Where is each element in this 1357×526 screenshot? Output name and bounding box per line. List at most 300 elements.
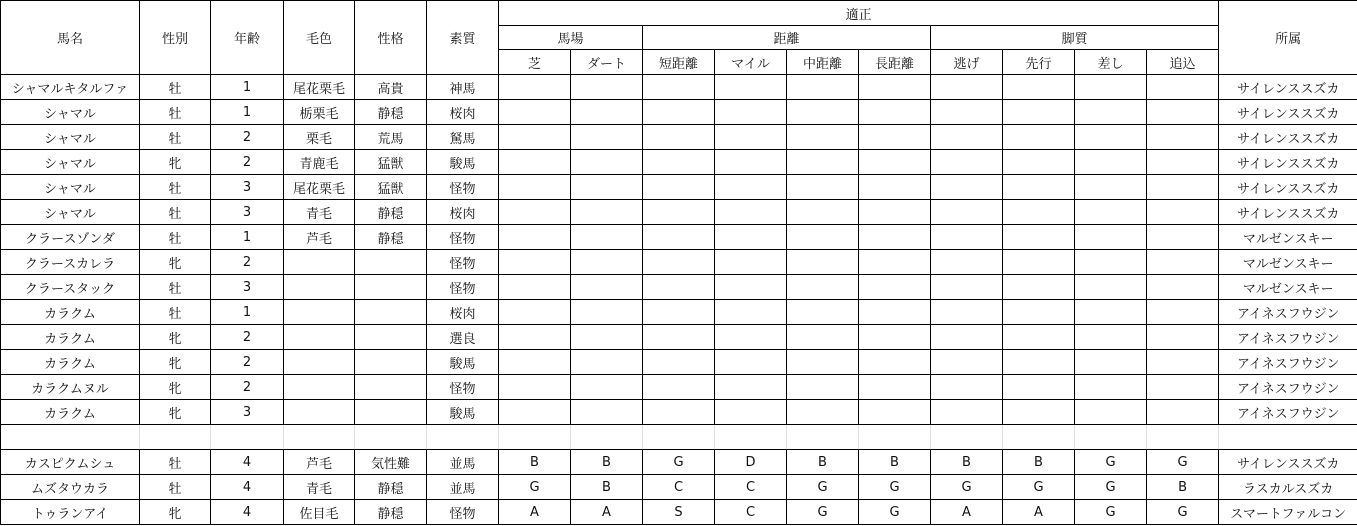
cell-aptitude[interactable] <box>931 350 1003 375</box>
cell-aptitude[interactable] <box>715 400 787 425</box>
cell-aptitude[interactable] <box>715 375 787 400</box>
cell-age[interactable]: 4 <box>211 500 284 525</box>
cell-aptitude[interactable] <box>931 175 1003 200</box>
cell-aptitude[interactable] <box>571 350 643 375</box>
cell-aptitude[interactable] <box>787 250 859 275</box>
cell-aptitude[interactable] <box>1003 275 1075 300</box>
cell-quality[interactable]: 駑馬 <box>427 125 499 150</box>
cell-affiliation[interactable] <box>1219 425 1357 450</box>
cell-aptitude[interactable] <box>499 225 571 250</box>
cell-sex[interactable]: 牡 <box>140 475 211 500</box>
cell-aptitude[interactable]: B <box>1147 475 1219 500</box>
cell-aptitude[interactable] <box>499 275 571 300</box>
header-medium[interactable]: 中距離 <box>787 50 859 75</box>
cell-name[interactable]: カラクムヌル <box>1 375 140 400</box>
cell-aptitude[interactable] <box>787 100 859 125</box>
cell-aptitude[interactable] <box>499 200 571 225</box>
cell-name[interactable]: クラースタック <box>1 275 140 300</box>
cell-aptitude[interactable] <box>787 375 859 400</box>
cell-affiliation[interactable]: アイネスフウジン <box>1219 375 1357 400</box>
cell-coat[interactable]: 青毛 <box>284 475 355 500</box>
cell-aptitude[interactable]: B <box>1003 450 1075 475</box>
cell-quality[interactable]: 駿馬 <box>427 400 499 425</box>
cell-coat[interactable] <box>284 425 355 450</box>
cell-sex[interactable]: 牡 <box>140 200 211 225</box>
cell-aptitude[interactable] <box>859 75 931 100</box>
cell-name[interactable]: シャマル <box>1 200 140 225</box>
cell-aptitude[interactable] <box>715 325 787 350</box>
cell-aptitude[interactable] <box>715 200 787 225</box>
cell-aptitude[interactable] <box>571 100 643 125</box>
cell-aptitude[interactable] <box>1003 100 1075 125</box>
cell-coat[interactable]: 栗毛 <box>284 125 355 150</box>
header-mile[interactable]: マイル <box>715 50 787 75</box>
cell-aptitude[interactable] <box>643 175 715 200</box>
cell-aptitude[interactable] <box>787 150 859 175</box>
header-leader[interactable]: 先行 <box>1003 50 1075 75</box>
cell-age[interactable] <box>211 425 284 450</box>
cell-aptitude[interactable] <box>1075 125 1147 150</box>
cell-quality[interactable]: 神馬 <box>427 75 499 100</box>
cell-temper[interactable]: 静穏 <box>355 500 427 525</box>
cell-age[interactable]: 2 <box>211 125 284 150</box>
cell-temper[interactable]: 高貴 <box>355 75 427 100</box>
cell-age[interactable]: 2 <box>211 150 284 175</box>
cell-aptitude[interactable]: G <box>859 500 931 525</box>
cell-name[interactable]: クラースカレラ <box>1 250 140 275</box>
cell-affiliation[interactable]: マルゼンスキー <box>1219 275 1357 300</box>
cell-aptitude[interactable] <box>715 150 787 175</box>
cell-temper[interactable]: 静穏 <box>355 225 427 250</box>
cell-aptitude[interactable]: S <box>643 500 715 525</box>
cell-affiliation[interactable]: サイレンススズカ <box>1219 125 1357 150</box>
cell-sex[interactable]: 牝 <box>140 350 211 375</box>
cell-aptitude[interactable]: G <box>643 450 715 475</box>
cell-sex[interactable]: 牝 <box>140 250 211 275</box>
cell-aptitude[interactable] <box>643 150 715 175</box>
header-chaser[interactable]: 追込 <box>1147 50 1219 75</box>
cell-temper[interactable]: 猛獣 <box>355 175 427 200</box>
header-name[interactable]: 馬名 <box>1 1 140 75</box>
cell-aptitude[interactable] <box>1147 425 1219 450</box>
cell-sex[interactable]: 牡 <box>140 125 211 150</box>
cell-aptitude[interactable] <box>859 375 931 400</box>
cell-age[interactable]: 2 <box>211 375 284 400</box>
cell-aptitude[interactable] <box>571 150 643 175</box>
cell-age[interactable]: 3 <box>211 275 284 300</box>
cell-name[interactable]: シャマル <box>1 175 140 200</box>
cell-aptitude[interactable] <box>859 300 931 325</box>
cell-aptitude[interactable] <box>1003 75 1075 100</box>
cell-age[interactable]: 3 <box>211 175 284 200</box>
cell-aptitude[interactable] <box>1003 325 1075 350</box>
cell-sex[interactable]: 牡 <box>140 450 211 475</box>
cell-coat[interactable]: 芦毛 <box>284 450 355 475</box>
cell-sex[interactable]: 牡 <box>140 175 211 200</box>
cell-aptitude[interactable] <box>859 200 931 225</box>
header-affiliation[interactable]: 所属 <box>1219 1 1357 75</box>
cell-aptitude[interactable] <box>1147 350 1219 375</box>
cell-aptitude[interactable] <box>571 75 643 100</box>
cell-aptitude[interactable] <box>571 400 643 425</box>
cell-aptitude[interactable] <box>1003 375 1075 400</box>
cell-aptitude[interactable] <box>715 250 787 275</box>
cell-coat[interactable]: 佐目毛 <box>284 500 355 525</box>
cell-aptitude[interactable] <box>571 325 643 350</box>
cell-aptitude[interactable] <box>1003 400 1075 425</box>
cell-quality[interactable]: 桜肉 <box>427 300 499 325</box>
cell-aptitude[interactable] <box>1147 200 1219 225</box>
cell-quality[interactable]: 並馬 <box>427 475 499 500</box>
cell-aptitude[interactable]: C <box>715 475 787 500</box>
cell-age[interactable]: 4 <box>211 450 284 475</box>
cell-coat[interactable]: 尾花栗毛 <box>284 175 355 200</box>
header-long[interactable]: 長距離 <box>859 50 931 75</box>
cell-aptitude[interactable] <box>859 275 931 300</box>
cell-affiliation[interactable]: マルゼンスキー <box>1219 225 1357 250</box>
cell-aptitude[interactable] <box>787 200 859 225</box>
cell-aptitude[interactable]: B <box>571 450 643 475</box>
cell-aptitude[interactable] <box>931 75 1003 100</box>
cell-aptitude[interactable] <box>715 300 787 325</box>
cell-aptitude[interactable] <box>1075 425 1147 450</box>
cell-aptitude[interactable] <box>1003 425 1075 450</box>
header-style-group[interactable]: 脚質 <box>931 26 1219 50</box>
cell-aptitude[interactable] <box>1075 275 1147 300</box>
cell-aptitude[interactable] <box>499 175 571 200</box>
cell-aptitude[interactable] <box>643 300 715 325</box>
cell-aptitude[interactable] <box>499 150 571 175</box>
cell-aptitude[interactable] <box>1147 400 1219 425</box>
cell-aptitude[interactable] <box>571 125 643 150</box>
header-aptitude[interactable]: 適正 <box>499 1 1219 26</box>
cell-aptitude[interactable] <box>787 400 859 425</box>
header-quality[interactable]: 素質 <box>427 1 499 75</box>
cell-aptitude[interactable] <box>1003 150 1075 175</box>
cell-aptitude[interactable] <box>643 225 715 250</box>
cell-aptitude[interactable] <box>931 250 1003 275</box>
cell-aptitude[interactable] <box>931 275 1003 300</box>
cell-affiliation[interactable]: マルゼンスキー <box>1219 250 1357 275</box>
cell-aptitude[interactable] <box>571 375 643 400</box>
cell-aptitude[interactable] <box>1003 125 1075 150</box>
cell-affiliation[interactable]: アイネスフウジン <box>1219 400 1357 425</box>
cell-age[interactable]: 2 <box>211 325 284 350</box>
cell-aptitude[interactable] <box>1075 175 1147 200</box>
cell-aptitude[interactable] <box>1147 125 1219 150</box>
cell-aptitude[interactable] <box>715 125 787 150</box>
cell-quality[interactable]: 怪物 <box>427 375 499 400</box>
cell-affiliation[interactable]: アイネスフウジン <box>1219 300 1357 325</box>
cell-aptitude[interactable] <box>499 375 571 400</box>
cell-aptitude[interactable]: C <box>715 500 787 525</box>
cell-aptitude[interactable] <box>499 325 571 350</box>
header-turf[interactable]: 芝 <box>499 50 571 75</box>
header-sprint[interactable]: 短距離 <box>643 50 715 75</box>
cell-name[interactable]: カラクム <box>1 300 140 325</box>
cell-aptitude[interactable] <box>787 225 859 250</box>
cell-aptitude[interactable] <box>1147 300 1219 325</box>
cell-quality[interactable]: 怪物 <box>427 500 499 525</box>
cell-aptitude[interactable] <box>787 275 859 300</box>
cell-aptitude[interactable] <box>715 275 787 300</box>
cell-sex[interactable]: 牝 <box>140 325 211 350</box>
cell-affiliation[interactable]: アイネスフウジン <box>1219 350 1357 375</box>
cell-aptitude[interactable] <box>859 250 931 275</box>
cell-aptitude[interactable] <box>643 100 715 125</box>
cell-aptitude[interactable]: G <box>859 475 931 500</box>
cell-aptitude[interactable] <box>1075 250 1147 275</box>
cell-quality[interactable]: 怪物 <box>427 225 499 250</box>
cell-aptitude[interactable] <box>571 425 643 450</box>
cell-name[interactable]: シャマル <box>1 100 140 125</box>
cell-coat[interactable]: 栃栗毛 <box>284 100 355 125</box>
cell-aptitude[interactable] <box>499 300 571 325</box>
cell-aptitude[interactable] <box>643 125 715 150</box>
cell-age[interactable]: 3 <box>211 400 284 425</box>
cell-aptitude[interactable] <box>859 350 931 375</box>
cell-aptitude[interactable] <box>715 225 787 250</box>
cell-sex[interactable]: 牡 <box>140 75 211 100</box>
cell-aptitude[interactable]: G <box>1075 475 1147 500</box>
cell-age[interactable]: 1 <box>211 75 284 100</box>
cell-sex[interactable]: 牡 <box>140 275 211 300</box>
cell-aptitude[interactable] <box>1003 175 1075 200</box>
cell-aptitude[interactable] <box>1075 375 1147 400</box>
cell-aptitude[interactable]: G <box>1075 500 1147 525</box>
cell-age[interactable]: 3 <box>211 200 284 225</box>
cell-aptitude[interactable] <box>1075 300 1147 325</box>
cell-aptitude[interactable] <box>787 175 859 200</box>
cell-aptitude[interactable] <box>643 325 715 350</box>
cell-aptitude[interactable] <box>1147 75 1219 100</box>
cell-aptitude[interactable] <box>787 350 859 375</box>
cell-aptitude[interactable] <box>1003 350 1075 375</box>
cell-aptitude[interactable] <box>643 375 715 400</box>
header-dirt[interactable]: ダート <box>571 50 643 75</box>
cell-aptitude[interactable] <box>1147 250 1219 275</box>
cell-aptitude[interactable] <box>643 250 715 275</box>
cell-aptitude[interactable] <box>859 150 931 175</box>
cell-affiliation[interactable]: スマートファルコン <box>1219 500 1357 525</box>
header-age[interactable]: 年齢 <box>211 1 284 75</box>
cell-aptitude[interactable] <box>571 300 643 325</box>
cell-age[interactable]: 4 <box>211 475 284 500</box>
cell-aptitude[interactable] <box>1075 200 1147 225</box>
cell-sex[interactable]: 牝 <box>140 150 211 175</box>
cell-aptitude[interactable] <box>859 175 931 200</box>
cell-aptitude[interactable] <box>499 125 571 150</box>
cell-aptitude[interactable] <box>643 400 715 425</box>
cell-aptitude[interactable] <box>787 425 859 450</box>
cell-aptitude[interactable] <box>643 425 715 450</box>
cell-aptitude[interactable] <box>931 100 1003 125</box>
cell-aptitude[interactable] <box>1147 175 1219 200</box>
cell-aptitude[interactable] <box>499 400 571 425</box>
cell-coat[interactable] <box>284 400 355 425</box>
cell-name[interactable]: シャマルキタルファ <box>1 75 140 100</box>
cell-temper[interactable] <box>355 375 427 400</box>
cell-aptitude[interactable] <box>643 200 715 225</box>
cell-aptitude[interactable] <box>499 350 571 375</box>
cell-quality[interactable]: 並馬 <box>427 450 499 475</box>
cell-aptitude[interactable] <box>499 100 571 125</box>
cell-name[interactable]: クラースゾンダ <box>1 225 140 250</box>
cell-aptitude[interactable]: B <box>499 450 571 475</box>
cell-aptitude[interactable]: G <box>1075 450 1147 475</box>
cell-aptitude[interactable] <box>859 400 931 425</box>
cell-age[interactable]: 1 <box>211 100 284 125</box>
cell-aptitude[interactable]: G <box>787 475 859 500</box>
cell-aptitude[interactable] <box>643 75 715 100</box>
cell-aptitude[interactable] <box>931 400 1003 425</box>
cell-aptitude[interactable] <box>787 325 859 350</box>
cell-quality[interactable]: 選良 <box>427 325 499 350</box>
cell-aptitude[interactable] <box>1075 400 1147 425</box>
cell-aptitude[interactable]: B <box>859 450 931 475</box>
cell-aptitude[interactable] <box>1147 275 1219 300</box>
cell-affiliation[interactable]: サイレンススズカ <box>1219 150 1357 175</box>
cell-coat[interactable]: 芦毛 <box>284 225 355 250</box>
cell-aptitude[interactable]: G <box>931 475 1003 500</box>
cell-affiliation[interactable]: サイレンススズカ <box>1219 450 1357 475</box>
cell-aptitude[interactable]: G <box>1147 450 1219 475</box>
cell-aptitude[interactable] <box>1075 75 1147 100</box>
cell-aptitude[interactable]: C <box>643 475 715 500</box>
cell-aptitude[interactable] <box>859 425 931 450</box>
cell-affiliation[interactable]: サイレンススズカ <box>1219 200 1357 225</box>
cell-aptitude[interactable] <box>499 425 571 450</box>
cell-aptitude[interactable] <box>571 200 643 225</box>
cell-sex[interactable]: 牝 <box>140 400 211 425</box>
cell-aptitude[interactable] <box>787 300 859 325</box>
cell-aptitude[interactable] <box>571 275 643 300</box>
cell-name[interactable]: シャマル <box>1 125 140 150</box>
header-betweener[interactable]: 差し <box>1075 50 1147 75</box>
cell-age[interactable]: 2 <box>211 250 284 275</box>
cell-aptitude[interactable] <box>715 75 787 100</box>
cell-aptitude[interactable] <box>931 125 1003 150</box>
header-coat[interactable]: 毛色 <box>284 1 355 75</box>
cell-aptitude[interactable] <box>715 100 787 125</box>
cell-affiliation[interactable]: サイレンススズカ <box>1219 100 1357 125</box>
cell-aptitude[interactable] <box>571 250 643 275</box>
cell-aptitude[interactable] <box>859 225 931 250</box>
cell-coat[interactable]: 青鹿毛 <box>284 150 355 175</box>
cell-temper[interactable] <box>355 400 427 425</box>
cell-aptitude[interactable] <box>715 425 787 450</box>
cell-sex[interactable]: 牡 <box>140 225 211 250</box>
cell-aptitude[interactable]: A <box>1003 500 1075 525</box>
cell-aptitude[interactable] <box>1147 225 1219 250</box>
cell-coat[interactable] <box>284 325 355 350</box>
cell-age[interactable]: 2 <box>211 350 284 375</box>
cell-aptitude[interactable] <box>1147 150 1219 175</box>
cell-aptitude[interactable] <box>571 175 643 200</box>
cell-aptitude[interactable] <box>787 125 859 150</box>
cell-coat[interactable] <box>284 375 355 400</box>
cell-temper[interactable]: 気性難 <box>355 450 427 475</box>
cell-sex[interactable]: 牡 <box>140 100 211 125</box>
cell-coat[interactable] <box>284 250 355 275</box>
cell-aptitude[interactable] <box>931 200 1003 225</box>
cell-aptitude[interactable] <box>931 225 1003 250</box>
cell-name[interactable]: カスピクムシュ <box>1 450 140 475</box>
cell-coat[interactable]: 尾花栗毛 <box>284 75 355 100</box>
cell-temper[interactable]: 猛獣 <box>355 150 427 175</box>
cell-affiliation[interactable]: サイレンススズカ <box>1219 75 1357 100</box>
cell-aptitude[interactable] <box>499 250 571 275</box>
cell-coat[interactable] <box>284 300 355 325</box>
cell-age[interactable]: 1 <box>211 225 284 250</box>
cell-temper[interactable] <box>355 350 427 375</box>
header-temper[interactable]: 性格 <box>355 1 427 75</box>
cell-aptitude[interactable] <box>1075 350 1147 375</box>
cell-quality[interactable]: 桜肉 <box>427 200 499 225</box>
cell-name[interactable] <box>1 425 140 450</box>
cell-temper[interactable]: 静穏 <box>355 100 427 125</box>
cell-aptitude[interactable] <box>571 225 643 250</box>
cell-aptitude[interactable] <box>1075 100 1147 125</box>
cell-aptitude[interactable]: A <box>499 500 571 525</box>
cell-aptitude[interactable] <box>931 375 1003 400</box>
cell-coat[interactable] <box>284 350 355 375</box>
cell-name[interactable]: ムズタウカラ <box>1 475 140 500</box>
header-track-group[interactable]: 馬場 <box>499 26 643 50</box>
cell-age[interactable]: 1 <box>211 300 284 325</box>
cell-aptitude[interactable] <box>1075 150 1147 175</box>
cell-affiliation[interactable]: サイレンススズカ <box>1219 175 1357 200</box>
cell-quality[interactable]: 怪物 <box>427 175 499 200</box>
cell-temper[interactable]: 静穏 <box>355 475 427 500</box>
header-runner[interactable]: 逃げ <box>931 50 1003 75</box>
cell-aptitude[interactable] <box>931 425 1003 450</box>
cell-temper[interactable]: 静穏 <box>355 200 427 225</box>
cell-aptitude[interactable]: G <box>499 475 571 500</box>
cell-sex[interactable] <box>140 425 211 450</box>
cell-aptitude[interactable] <box>499 75 571 100</box>
cell-aptitude[interactable] <box>643 275 715 300</box>
cell-name[interactable]: カラクム <box>1 350 140 375</box>
cell-temper[interactable] <box>355 250 427 275</box>
cell-aptitude[interactable] <box>1003 250 1075 275</box>
cell-aptitude[interactable]: B <box>787 450 859 475</box>
cell-quality[interactable]: 桜肉 <box>427 100 499 125</box>
cell-name[interactable]: カラクム <box>1 400 140 425</box>
cell-aptitude[interactable] <box>1003 225 1075 250</box>
cell-aptitude[interactable] <box>931 150 1003 175</box>
cell-name[interactable]: トゥランアイ <box>1 500 140 525</box>
cell-aptitude[interactable] <box>1075 225 1147 250</box>
cell-aptitude[interactable] <box>787 75 859 100</box>
cell-aptitude[interactable]: A <box>571 500 643 525</box>
cell-aptitude[interactable] <box>1147 325 1219 350</box>
cell-name[interactable]: カラクム <box>1 325 140 350</box>
cell-aptitude[interactable] <box>715 175 787 200</box>
cell-temper[interactable] <box>355 325 427 350</box>
cell-aptitude[interactable] <box>1147 375 1219 400</box>
cell-aptitude[interactable] <box>1147 100 1219 125</box>
cell-aptitude[interactable]: D <box>715 450 787 475</box>
cell-quality[interactable] <box>427 425 499 450</box>
cell-aptitude[interactable] <box>859 325 931 350</box>
cell-quality[interactable]: 怪物 <box>427 250 499 275</box>
cell-quality[interactable]: 怪物 <box>427 275 499 300</box>
header-distance-group[interactable]: 距離 <box>643 26 931 50</box>
cell-aptitude[interactable]: B <box>571 475 643 500</box>
cell-temper[interactable]: 荒馬 <box>355 125 427 150</box>
cell-temper[interactable] <box>355 300 427 325</box>
